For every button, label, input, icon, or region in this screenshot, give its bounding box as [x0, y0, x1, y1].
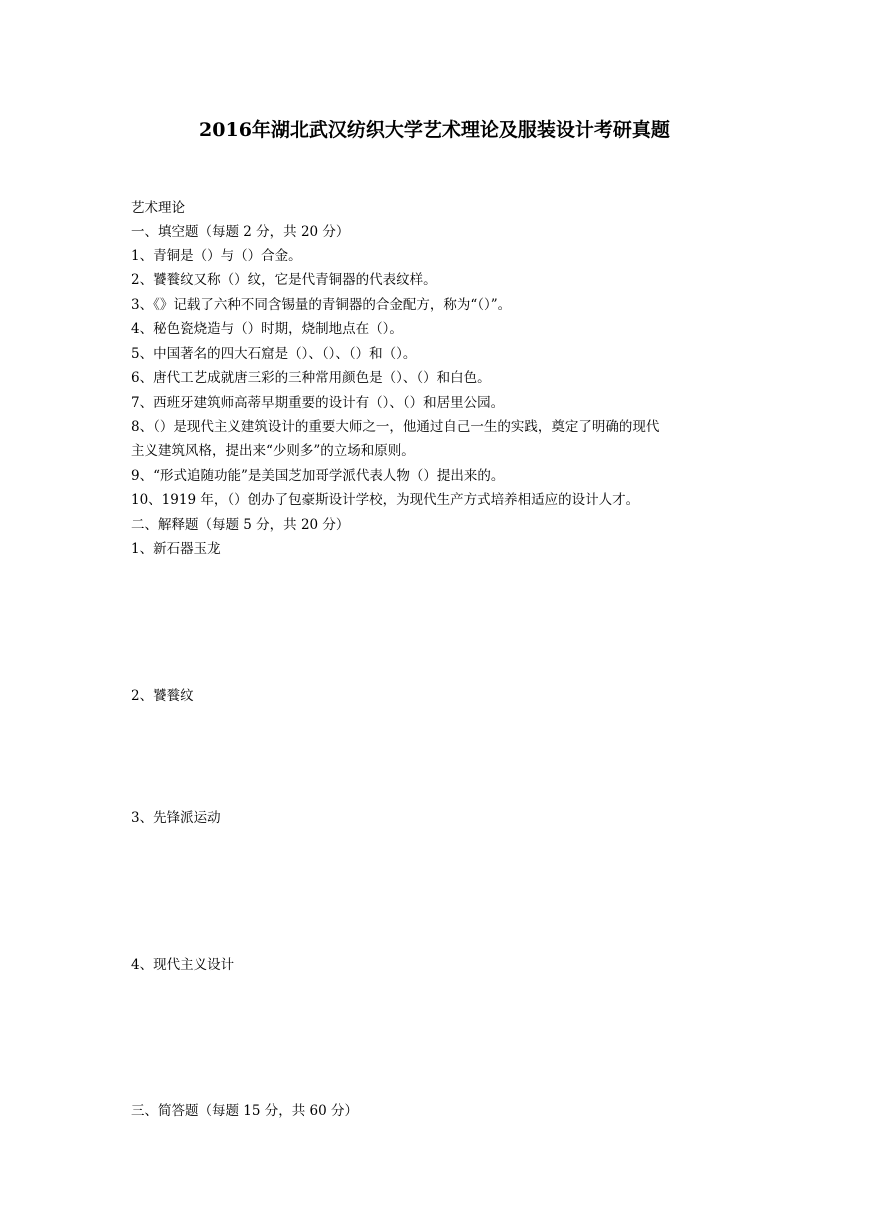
- document-title: 2016年湖北武汉纺织大学艺术理论及服装设计考研真题: [199, 119, 670, 141]
- fill-blank-question-4: 4、秘色瓷烧造与（）时期，烧制地点在（）。: [131, 321, 403, 337]
- definition-question-1: 1、新石器玉龙: [131, 541, 221, 557]
- section3-heading: 三、简答题（每题 15 分，共 60 分）: [131, 1103, 359, 1119]
- fill-blank-question-7: 7、西班牙建筑师高蒂早期重要的设计有（）、（）和居里公园。: [131, 395, 505, 411]
- fill-blank-question-8: 8、（）是现代主义建筑设计的重要大师之一，他通过自己一生的实践，奠定了明确的现代: [131, 419, 660, 435]
- subject-label: 艺术理论: [131, 200, 185, 216]
- fill-blank-question-2: 2、饕餮纹又称（）纹，它是代青铜器的代表纹样。: [131, 272, 437, 288]
- definition-question-4: 4、现代主义设计: [131, 957, 235, 973]
- fill-blank-question-10: 10、1919 年，（）创办了包豪斯设计学校，为现代生产方式培养相适应的设计人才。: [131, 492, 640, 508]
- definition-question-2: 2、饕餮纹: [131, 688, 194, 704]
- fill-blank-question-8-continued: 主义建筑风格，提出来“少则多”的立场和原则。: [131, 443, 415, 459]
- fill-blank-question-9: 9、“形式追随功能”是美国芝加哥学派代表人物（）提出来的。: [131, 468, 505, 484]
- fill-blank-question-3: 3、《》记载了六种不同含锡量的青铜器的合金配方，称为“（）”。: [131, 297, 512, 313]
- section2-heading: 二、解释题（每题 5 分，共 20 分）: [131, 517, 350, 533]
- section1-heading: 一、填空题（每题 2 分，共 20 分）: [131, 224, 350, 240]
- fill-blank-question-6: 6、唐代工艺成就唐三彩的三种常用颜色是（）、（）和白色。: [131, 370, 491, 386]
- fill-blank-question-1: 1、青铜是（）与（）合金。: [131, 248, 302, 264]
- fill-blank-question-5: 5、中国著名的四大石窟是（）、（）、（）和（）。: [131, 346, 417, 362]
- definition-question-3: 3、先锋派运动: [131, 810, 221, 826]
